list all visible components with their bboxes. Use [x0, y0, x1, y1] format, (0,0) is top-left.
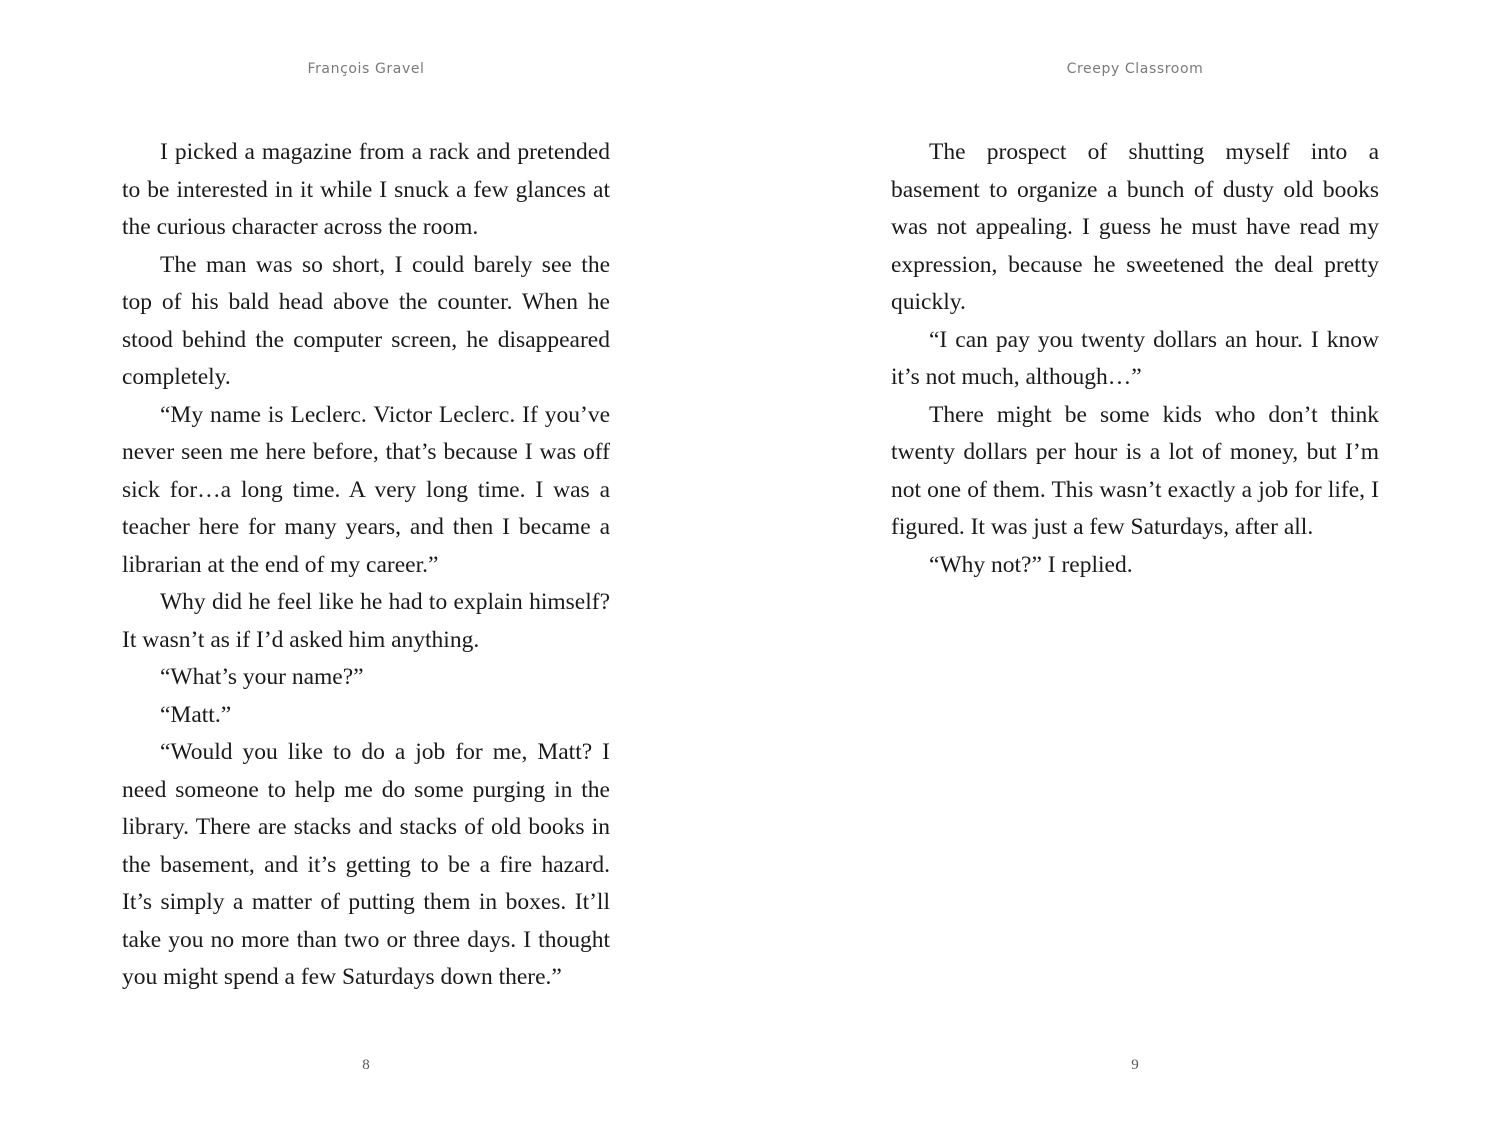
paragraph: The prospect of shutting myself into a basement to organize a bunch of dusty old books was not appealing. I guess he must have read my expression, because he sweetened the deal pretty quickly.	[891, 139, 1379, 315]
paragraph: “My name is Leclerc. Victor Leclerc. If you’ve never seen me here before, that’s because I was off sick for…a long time. A very long time. I was a teacher here for many years, and then I became a librarian at the end of my career.”	[122, 401, 610, 578]
paragraph: “Matt.”	[160, 701, 232, 728]
right-page-body	[891, 134, 1379, 584]
paragraph: There might be some kids who don’t think twenty dollars per hour is a lot of money, but I’m not one of them. This wasn’t exactly a job for life, I figured. It was just a few Saturdays, after all.	[891, 401, 1379, 540]
paragraph: Why did he feel like he had to explain himself? It wasn’t as if I’d asked him anything.	[122, 589, 610, 653]
page-number: 8	[362, 1057, 370, 1073]
paragraph: “What’s your name?”	[160, 664, 364, 690]
paragraph: The man was so short, I could barely see the top of his bald head above the counter. When he stood behind the computer screen, he disappeared completely.	[122, 251, 610, 390]
paragraph: “Would you like to do a job for me, Matt? I need someone to help me do some purging in the library. There are stacks and stacks of old books in the basement, and it’s getting to be a fire hazard. It’s simply a matter of putting them in boxes. It’ll take you no more than two or three days. I thought you might spend a few Saturdays down there.”	[122, 739, 610, 990]
running-head-author: François Gravel	[307, 61, 425, 77]
left-page	[122, 0, 610, 1125]
paragraph: “Why not?” I replied.	[929, 551, 1133, 578]
running-head-title: Creepy Classroom	[1066, 61, 1204, 77]
paragraph: “I can pay you twenty dollars an hour. I know it’s not much, although…”	[891, 326, 1379, 390]
page-number: 9	[1131, 1057, 1139, 1073]
left-page-body	[122, 134, 610, 997]
right-page	[891, 0, 1379, 1125]
paragraph: I picked a magazine from a rack and pretended to be interested in it while I snuck a few glances at the curious character across the room.	[122, 139, 610, 240]
